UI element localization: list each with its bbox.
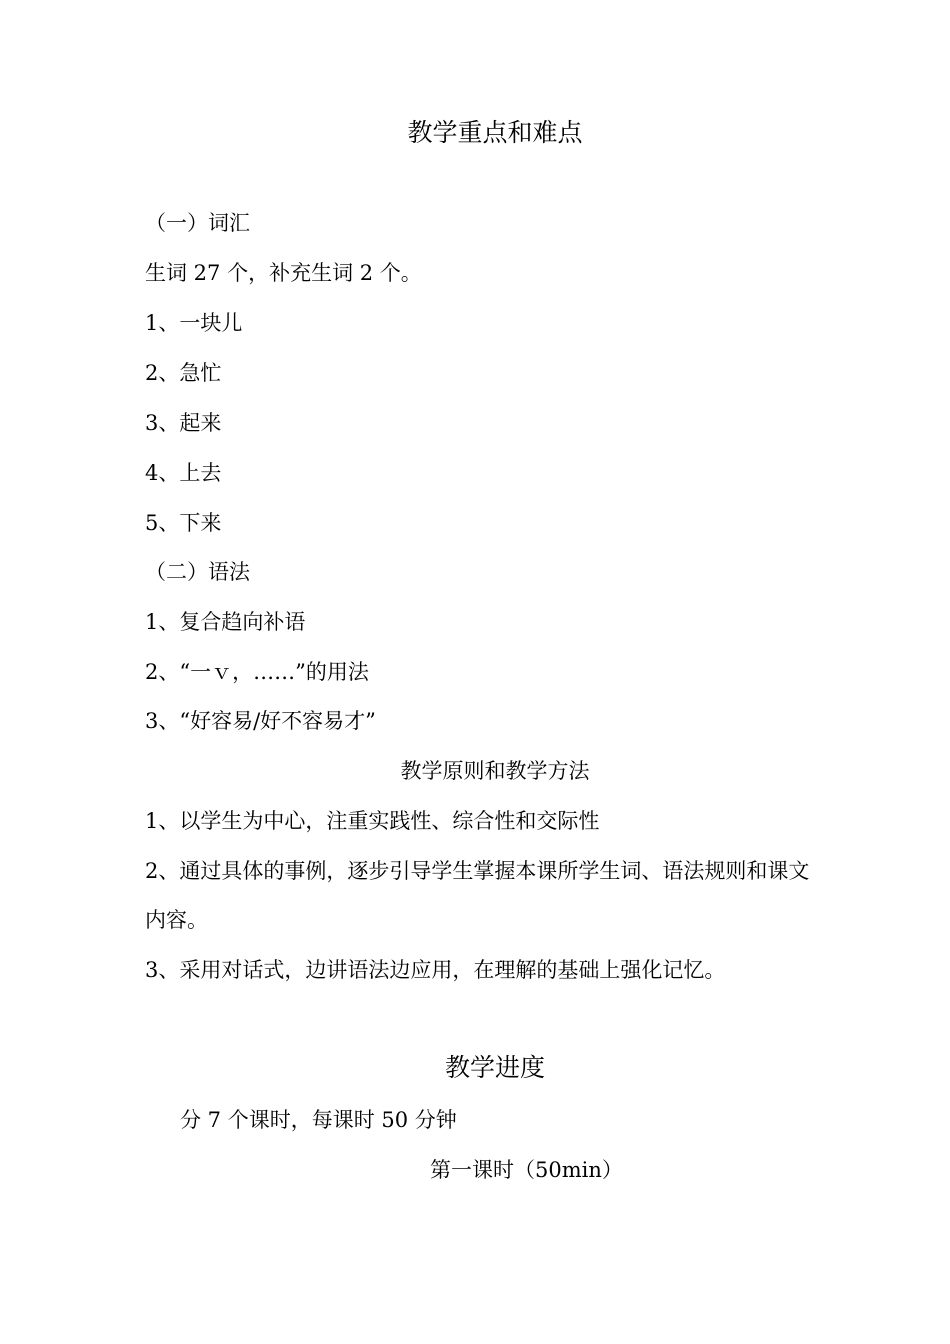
lesson-heading: 第一课时（50min） (430, 1158, 623, 1182)
grammar-item: 2、“一ｖ，……”的用法 (145, 660, 369, 684)
vocab-summary: 生词 27 个，补充生词 2 个。 (145, 261, 422, 285)
grammar-item: 3、“好容易/好不容易才” (145, 709, 376, 733)
section-title-schedule: 教学进度 (444, 1053, 545, 1082)
principle-item: 2、通过具体的事例，逐步引导学生掌握本课所学生词、语法规则和课文 (145, 859, 810, 883)
section-title-key-points: 教学重点和难点 (407, 118, 583, 147)
section-title-principles: 教学原则和教学方法 (400, 759, 590, 783)
vocab-item: 5、下来 (145, 511, 222, 535)
grammar-heading: （二）语法 (145, 560, 250, 584)
schedule-summary: 分 7 个课时，每课时 50 分钟 (180, 1108, 457, 1132)
vocab-item: 1、一块儿 (145, 311, 243, 335)
vocab-item: 3、起来 (145, 411, 222, 435)
vocab-heading: （一）词汇 (145, 211, 250, 235)
grammar-item: 1、复合趋向补语 (145, 610, 306, 634)
vocab-item: 4、上去 (145, 461, 222, 485)
vocab-item: 2、急忙 (145, 361, 222, 385)
principle-item: 1、以学生为中心，注重实践性、综合性和交际性 (145, 809, 600, 833)
principle-item-continuation: 内容。 (145, 908, 208, 932)
principle-item: 3、采用对话式，边讲语法边应用，在理解的基础上强化记忆。 (145, 958, 726, 982)
